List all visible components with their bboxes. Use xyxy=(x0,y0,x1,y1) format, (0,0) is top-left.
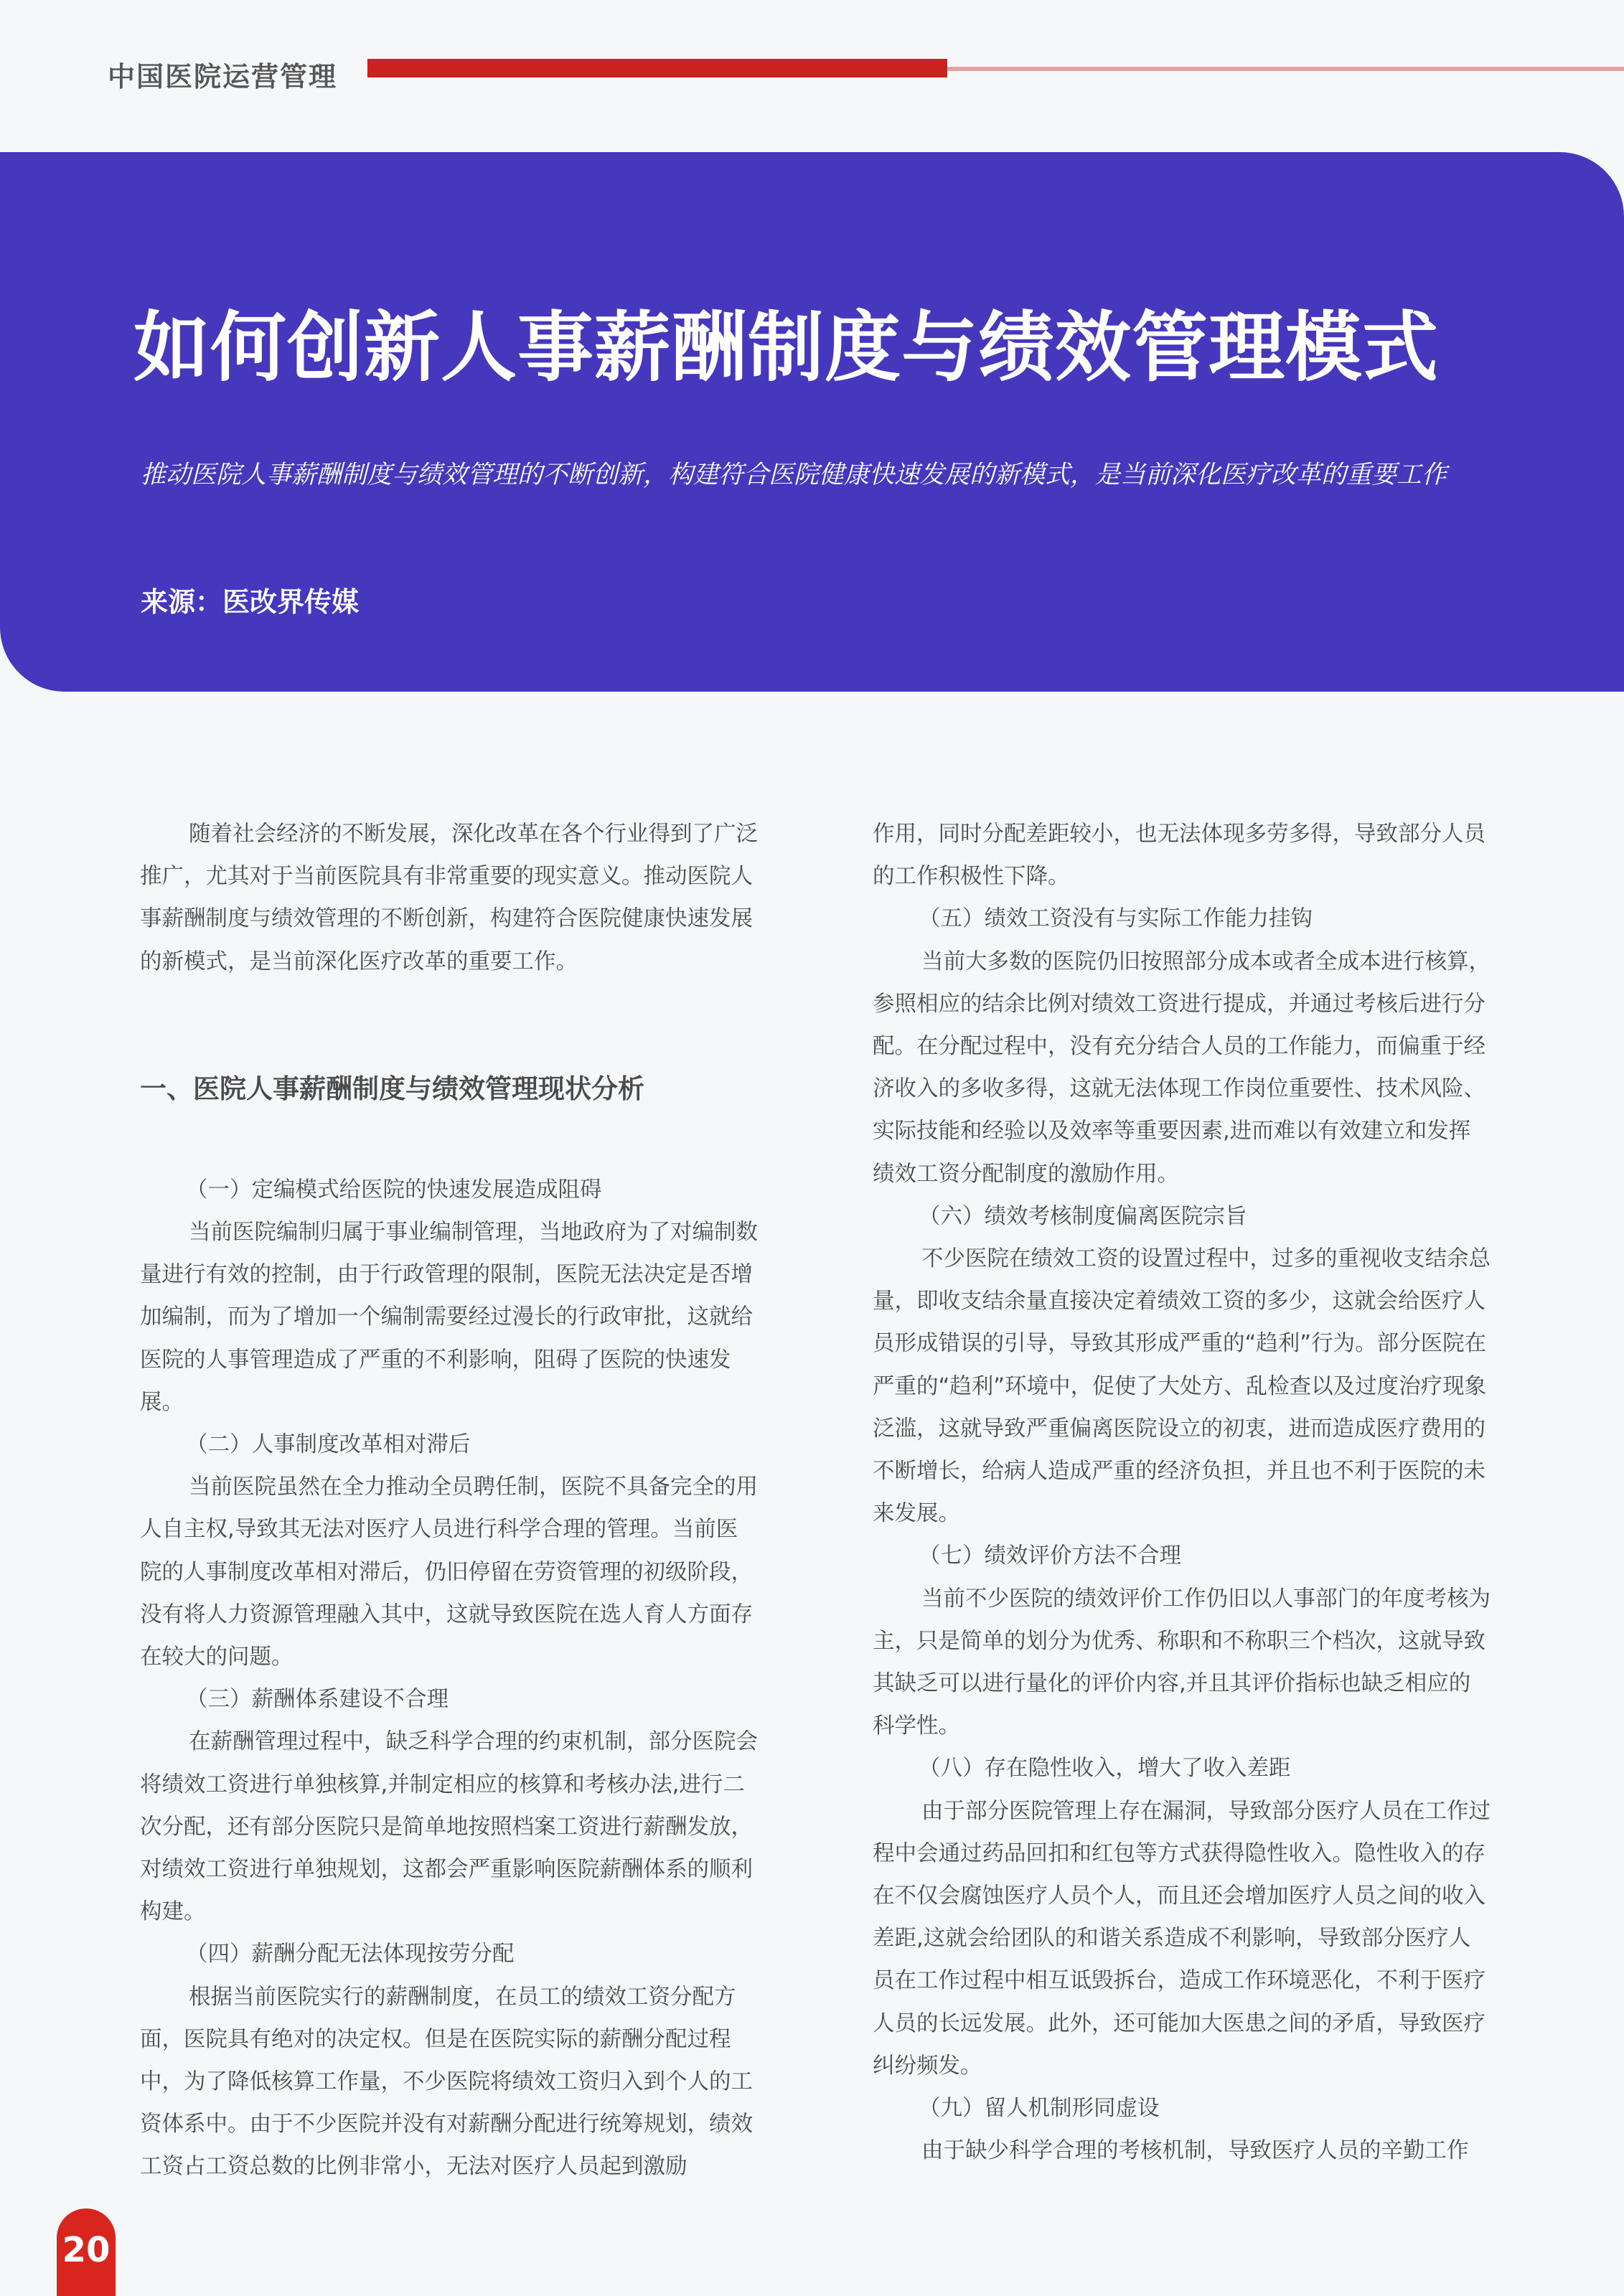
paragraph: 作用，同时分配差距较小，也无法体现多劳多得，导致部分人员的工作积极性下降。 xyxy=(873,822,1485,890)
section-heading: 一、医院人事薪酬制度与绩效管理现状分析 xyxy=(140,1073,644,1104)
subsection-title: （九）留人机制形同虚设 xyxy=(919,2096,1160,2122)
paragraph: 当前大多数的医院仍旧按照部分成本或者全成本进行核算，参照相应的结余比例对绩效工资进行提成，并通过考核后进行分配。在分配过程中，没有充分结合人员的工作能力，而偏重于经济收入的多收多得，这就无法体现工作岗位重要性、技术风险、实际技能和经验以及效率等重要因素,进而难以有效建立和发挥绩效工资分配制度的激励作用。 xyxy=(873,949,1491,1187)
right-column xyxy=(873,813,1491,2173)
subsection-title: （二）人事制度改革相对滞后 xyxy=(186,1432,471,1458)
subsection-title: （四）薪酬分配无法体现按劳分配 xyxy=(186,1942,515,1967)
page-number: 20 xyxy=(62,2230,111,2270)
article-subtitle: 推动医院人事薪酬制度与绩效管理的不断创新，构建符合医院健康快速发展的新模式，是当前深化医疗改革的重要工作 xyxy=(141,461,1447,489)
article-source: 来源：医改界传媒 xyxy=(141,586,360,618)
header-divider-line xyxy=(947,67,1624,71)
paragraph: 当前医院编制归属于事业编制管理，当地政府为了对编制数量进行有效的控制，由于行政管理的限制，医院无法决定是否增加编制，而为了增加一个编制需要经过漫长的行政审批，这就给医院的人事管理造成了严重的不利影响，阻碍了医院的快速发展。 xyxy=(140,1220,758,1415)
paragraph: 在薪酬管理过程中，缺乏科学合理的约束机制，部分医院会将绩效工资进行单独核算,并制定相应的核算和考核办法,进行二次分配，还有部分医院只是简单地按照档案工资进行薪酬发放，对绩效工资进行单独规划，这都会严重影响医院薪酬体系的顺利构建。 xyxy=(140,1729,758,1925)
subsection-title: （三）薪酬体系建设不合理 xyxy=(186,1687,449,1713)
paragraph: 根据当前医院实行的薪酬制度，在员工的绩效工资分配方面，医院具有绝对的决定权。但是在医院实际的薪酬分配过程中，为了降低核算工作量，不少医院将绩效工资归入到个人的工资体系中。由于不少医院并没有对薪酬分配进行统筹规划，绩效工资占工资总数的比例非常小，无法对医疗人员起到激励 xyxy=(140,1984,753,2180)
paragraph: 当前医院虽然在全力推动全员聘任制，医院不具备完全的用人自主权,导致其无法对医疗人员进行科学合理的管理。当前医院的人事制度改革相对滞后，仍旧停留在劳资管理的初级阶段，没有将人力资源管理融入其中，这就导致医院在选人育人方面存在较大的问题。 xyxy=(140,1474,758,1670)
article-title: 如何创新人事薪酬制度与绩效管理模式 xyxy=(133,304,1439,392)
subsection-title: （五）绩效工资没有与实际工作能力挂钩 xyxy=(919,906,1313,932)
header-accent-bar xyxy=(367,59,947,77)
subsection-title: （七）绩效评价方法不合理 xyxy=(919,1543,1181,1569)
magazine-name: 中国医院运营管理 xyxy=(108,61,338,93)
subsection-title: （六）绩效考核制度偏离医院宗旨 xyxy=(919,1203,1247,1229)
paragraph: 由于缺少科学合理的考核机制，导致医疗人员的辛勤工作 xyxy=(921,2138,1469,2164)
intro-paragraph: 随着社会经济的不断发展，深化改革在各个行业得到了广泛推广，尤其对于当前医院具有非常重要的现实意义。推动医院人事薪酬制度与绩效管理的不断创新，构建符合医院健康快速发展的新模式，是当前深化医疗改革的重要工作。 xyxy=(140,822,758,974)
paragraph: 当前不少医院的绩效评价工作仍旧以人事部门的年度考核为主，只是简单的划分为优秀、称职和不称职三个档次，这就导致其缺乏可以进行量化的评价内容,并且其评价指标也缺乏相应的科学性。 xyxy=(873,1586,1491,1739)
paragraph: 由于部分医院管理上存在漏洞，导致部分医疗人员在工作过程中会通过药品回扣和红包等方式获得隐性收入。隐性收入的存在不仅会腐蚀医疗人员个人，而且还会增加医疗人员之间的收入差距,这就会给团队的和谐关系造成不利影响，导致部分医疗人员在工作过程中相互诋毁拆台，造成工作环境恶化，不利于医疗人员的长远发展。此外，还可能加大医患之间的矛盾，导致医疗纠纷频发。 xyxy=(873,1798,1491,2079)
paragraph: 不少医院在绩效工资的设置过程中，过多的重视收支结余总量，即收支结余量直接决定着绩效工资的多少，这就会给医疗人员形成错误的引导，导致其形成严重的“趋利”行为。部分医院在严重的“趋利”环境中，促使了大处方、乱检查以及过度治疗现象泛滥，这就导致严重偏离医院设立的初衷，进而造成医疗费用的不断增长，给病人造成严重的经济负担，并且也不利于医院的未来发展。 xyxy=(873,1246,1491,1527)
subsection-title: （八）存在隐性收入，增大了收入差距 xyxy=(919,1756,1291,1782)
left-column xyxy=(140,813,759,2188)
page-number-tab xyxy=(57,2208,116,2296)
subsection-title: （一）定编模式给医院的快速发展造成阻碍 xyxy=(186,1177,602,1203)
